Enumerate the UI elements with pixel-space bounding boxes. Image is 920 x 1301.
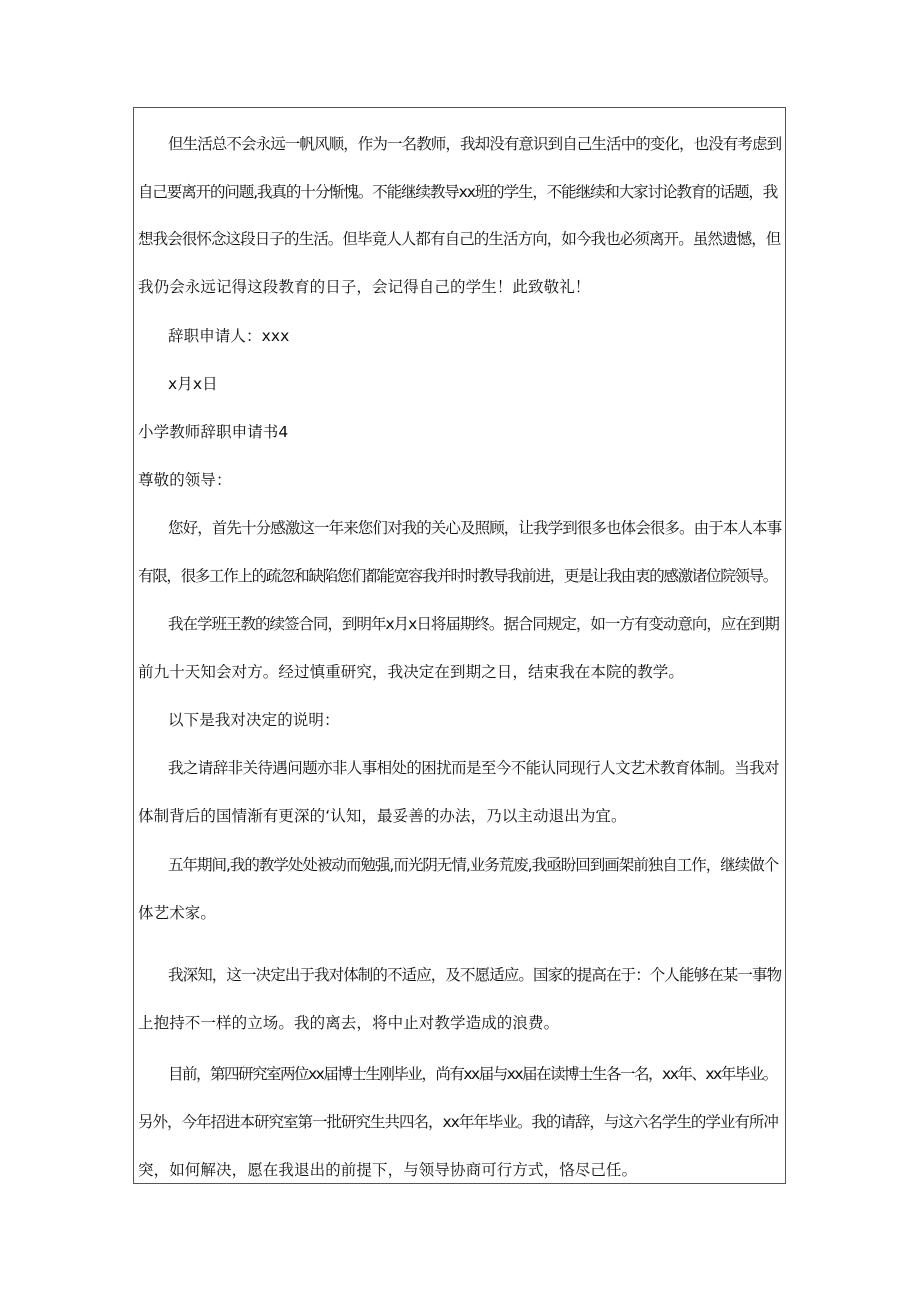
paragraph-line: 您好，首先十分感激这一年来您们对我的关心及照顾，让我学到很多也体会很多。由于本人本事 <box>168 519 782 537</box>
paragraph-line: 突，如何解决，愿在我退出的前提下，与领导协商可行方式，恪尽己任。 <box>138 1161 638 1179</box>
paragraph-line: 上抱持不一样的立场。我的离去，将中止对教学造成的浪费。 <box>138 1014 560 1032</box>
paragraph-line: 有限，很多工作上的疏忽和缺陷您们都能宽容我并时时教导我前进，更是让我由衷的感激诸位院领导。 <box>138 567 778 585</box>
paragraph-line: 以下是我对决定的说明： <box>168 711 340 729</box>
paragraph-line: 我深知，这一决定出于我对体制的不适应，及不愿适应。国家的提高在于：个人能够在某一事物 <box>168 966 782 984</box>
paragraph-line: 自己要离开的问题,我真的十分惭愧。不能继续教导xx班的学生，不能继续和大家讨论教育的话题，我 <box>138 183 778 201</box>
paragraph-line: 另外，今年招进本研究室第一批研究生共四名，xx年年毕业。我的请辞，与这六名学生的学业有所冲 <box>138 1113 778 1131</box>
paragraph-line: 目前，第四研究室两位xx届博士生刚毕业，尚有xx届与xx届在读博士生各一名，xx年、xx年毕业。 <box>168 1065 777 1083</box>
paragraph-line: 体艺术家。 <box>138 904 217 922</box>
signature-date: x月x日 <box>168 375 218 393</box>
signature-applicant: 辞职申请人：xxx <box>168 327 290 345</box>
paragraph-line: 我之请辞非关待遇问题亦非人事相处的困扰而是至今不能认同现行人文艺术教育体制。当我对 <box>168 759 779 777</box>
paragraph-line: 想我会很怀念这段日子的生活。但毕竟人人都有自己的生活方向，如今我也必须离开。虽然遗憾，但 <box>138 230 781 248</box>
paragraph-line: 前九十天知会对方。经过慎重研究，我决定在到期之日，结束我在本院的教学。 <box>138 663 685 681</box>
paragraph-line: 我仍会永远记得这段教育的日子，会记得自己的学生！此致敬礼！ <box>138 278 591 296</box>
paragraph-line: 但生活总不会永远一帆风顺，作为一名教师，我却没有意识到自己生活中的变化，也没有考虑到 <box>168 135 782 153</box>
paragraph-line: 我在学班王教的续签合同，到明年x月x日将届期终。据合同规定，如一方有变动意向，应在到期 <box>168 615 779 633</box>
salutation: 尊敬的领导： <box>138 471 232 489</box>
document-frame <box>133 107 786 1184</box>
paragraph-line: 体制背后的国情渐有更深的‘认知，最妥善的办法，乃以主动退出为宜。 <box>138 807 627 825</box>
section-title: 小学教师辞职申请书4 <box>138 423 289 441</box>
paragraph-line: 五年期间,我的教学处处被动而勉强,而光阴无情,业务荒废,我亟盼回到画架前独自工作，继续做个 <box>168 856 779 874</box>
